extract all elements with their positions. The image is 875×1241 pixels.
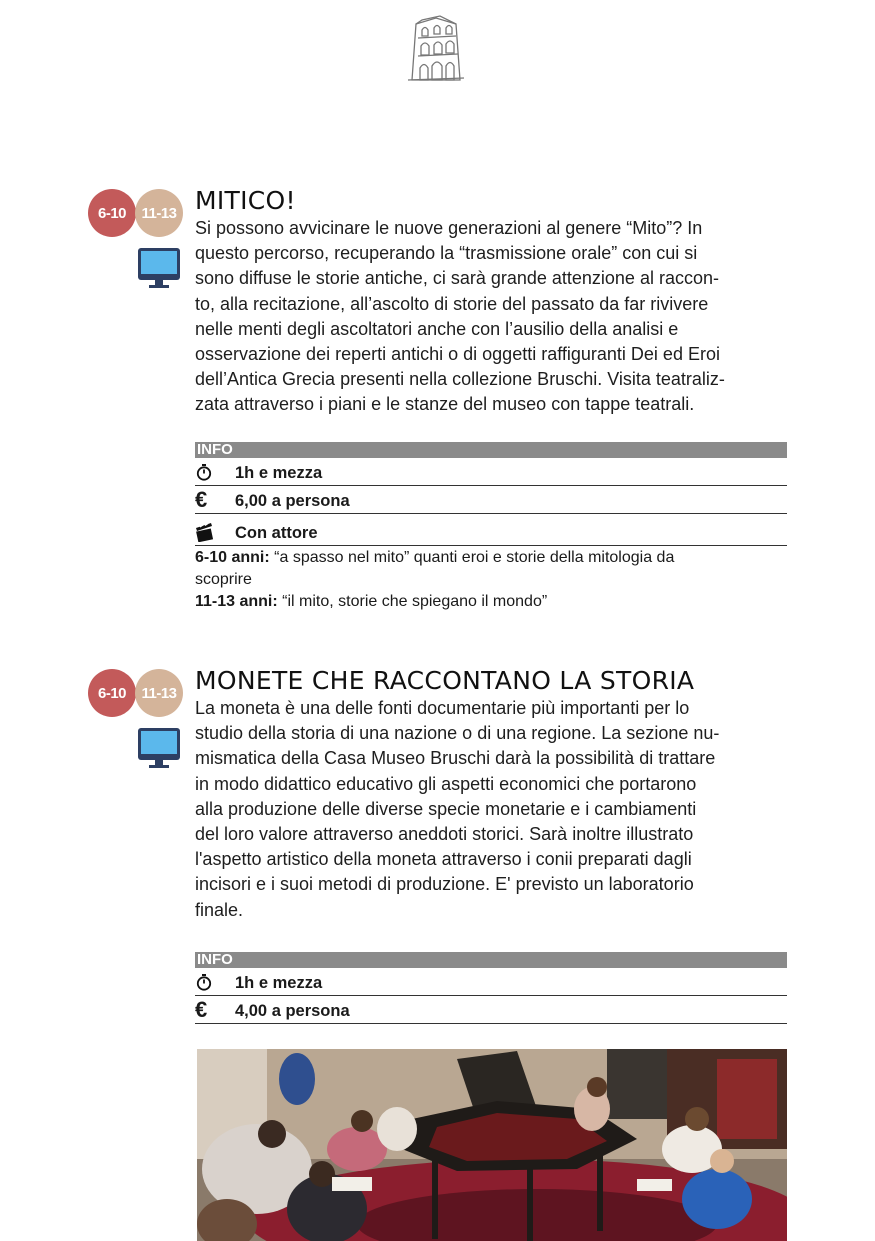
museum-room-photo <box>197 1049 787 1241</box>
activity-section-mitico <box>195 186 787 418</box>
age-notes <box>195 547 787 613</box>
info-box <box>195 442 787 613</box>
age-note-text: “a spasso nel mito” quanti eroi e storie della mitologia da scoprire <box>195 549 675 588</box>
computer-monitor-icon <box>137 246 181 290</box>
info-row-actor <box>195 514 787 546</box>
info-box <box>195 952 787 1024</box>
price-text: 4,00 a persona <box>235 1002 350 1020</box>
info-row-price <box>195 486 787 514</box>
price-text: 6,00 a persona <box>235 492 350 510</box>
age-note-text: “il mito, storie che spiegano il mondo” <box>282 593 548 610</box>
actor-text: Con attore <box>235 524 318 542</box>
age-note-label: 11-13 anni: <box>195 593 278 610</box>
age-badge-11-13: 11-13 <box>135 189 183 237</box>
info-row-duration <box>195 968 787 996</box>
age-note-6-10 <box>195 547 787 591</box>
age-note-label: 6-10 anni: <box>195 549 270 566</box>
section-title: MONETE CHE RACCONTANO LA STORIA <box>195 666 695 695</box>
computer-monitor-icon <box>137 726 181 770</box>
activity-section-monete <box>195 666 787 923</box>
info-row-price <box>195 996 787 1024</box>
duration-text: 1h e mezza <box>235 974 323 992</box>
section-title: MITICO! <box>195 186 296 215</box>
museum-building-icon <box>406 14 468 82</box>
info-row-duration <box>195 458 787 486</box>
euro-icon: € <box>195 997 208 1022</box>
stopwatch-icon <box>195 971 217 993</box>
euro-icon: € <box>195 487 208 512</box>
stopwatch-icon <box>195 461 217 483</box>
duration-text: 1h e mezza <box>235 464 323 482</box>
info-header: INFO <box>195 952 787 968</box>
clapperboard-icon <box>195 521 217 543</box>
age-note-11-13 <box>195 591 787 613</box>
info-header: INFO <box>195 442 787 458</box>
section-description: La moneta è una delle fonti documentarie più importanti per lo studio della storia di una nazione o di una regione. La sezione nu- mismatica della Casa Museo Bruschi darà la possibilità di trattare in modo didattico educativo gli aspetti economici che portarono alla produzione delle diverse specie monetarie e i cambiamenti del loro valore attraverso aneddoti storici. Sarà inoltre illustrato l'aspetto artistico della moneta attraverso i conii preparati dagli incisori e i suoi metodi di produzione. E' previsto un laboratorio finale. <box>195 698 720 920</box>
age-badge-6-10: 6-10 <box>88 189 136 237</box>
section-description: Si possono avvicinare le nuove generazioni al genere “Mito”? In questo percorso, recuperando la “trasmissione orale” con cui si sono diffuse le storie antiche, ci sarà grande attenzione al raccon- to, alla recitazione, all’ascolto di storie del passato da far rivivere nelle menti degli ascoltatori anche con l’ausilio della analisi e osservazione dei reperti antichi o di oggetti raffiguranti Dei ed Eroi dell’Antica Grecia presenti nella collezione Bruschi. Visita teatraliz- zata attraverso i piani e le stanze del museo con tappe teatrali. <box>195 218 725 415</box>
age-badge-11-13: 11-13 <box>135 669 183 717</box>
age-badge-6-10: 6-10 <box>88 669 136 717</box>
